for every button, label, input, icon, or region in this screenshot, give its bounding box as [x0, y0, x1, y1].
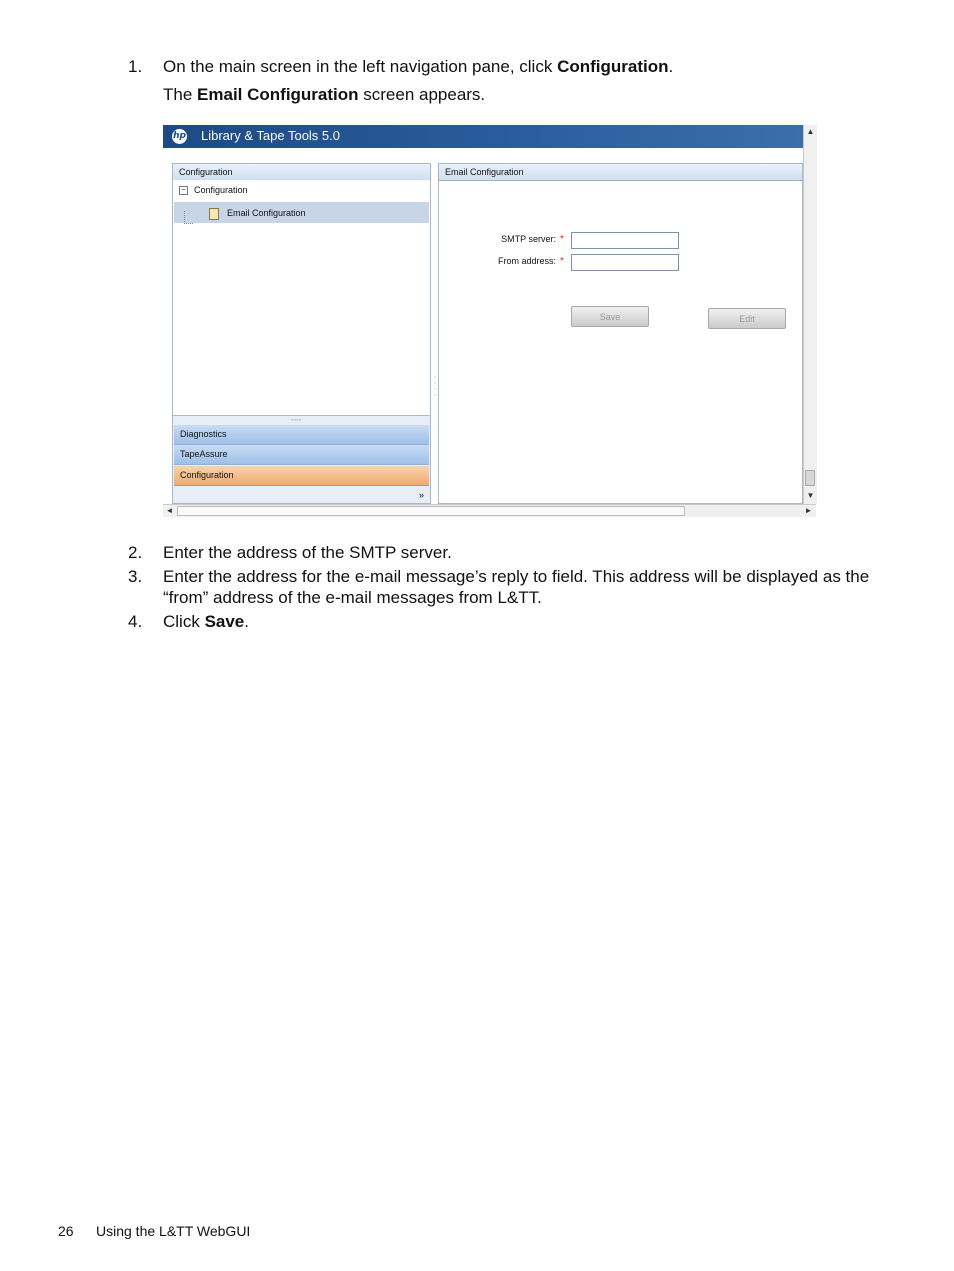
step-4-number: 4. [128, 612, 143, 631]
step-4-post: . [244, 612, 249, 631]
step-1-result-pre: The [163, 85, 198, 104]
right-panel-header: Email Configuration [439, 164, 802, 181]
smtp-required-icon: * [560, 234, 564, 245]
step-1-result-bold: Email Configuration [197, 85, 359, 104]
step-1-text [163, 56, 673, 77]
tree-item-email-configuration[interactable]: Email Configuration [227, 208, 306, 218]
tree-item-configuration[interactable] [179, 183, 248, 197]
footer-section-title: Using the L&TT WebGUI [96, 1223, 251, 1239]
email-configuration-pane [438, 163, 803, 504]
smtp-server-label: SMTP server: [501, 234, 556, 244]
smtp-server-input[interactable] [571, 232, 679, 249]
splitter-grip-icon[interactable]: ◦◦◦◦ [291, 417, 301, 424]
app-title: Library & Tape Tools 5.0 [201, 128, 340, 143]
navigation-tree [173, 180, 430, 416]
nav-button-diagnostics[interactable]: Diagnostics [174, 425, 429, 445]
from-address-label: From address: [497, 256, 556, 266]
step-2-text: Enter the address of the SMTP server. [163, 543, 452, 562]
nav-button-tapeassure[interactable]: TapeAssure [174, 445, 429, 465]
page-number: 26 [58, 1223, 74, 1239]
step-1-result-post: screen appears. [358, 85, 486, 104]
app-screenshot [163, 125, 816, 517]
left-navigation-pane [172, 163, 431, 504]
document-icon [209, 208, 219, 220]
vertical-scrollbar[interactable] [803, 125, 817, 504]
app-titlebar [163, 125, 803, 148]
step-4-pre: Click [163, 612, 205, 631]
scroll-right-icon[interactable]: ► [804, 506, 813, 515]
edit-button[interactable]: Edit [708, 308, 786, 329]
step-1-bold: Configuration [557, 57, 669, 76]
left-panel-header: Configuration [173, 164, 430, 181]
horizontal-scrollbar[interactable] [163, 504, 816, 517]
scroll-left-icon[interactable]: ◄ [165, 506, 174, 515]
hp-logo-icon: hp [172, 129, 187, 144]
step-3-line-2: “from” address of the e-mail messages from L&TT. [163, 588, 542, 607]
tree-item-configuration-label: Configuration [194, 185, 248, 195]
vertical-scroll-thumb[interactable] [805, 470, 815, 486]
vertical-grip-icon[interactable]: ◦ ◦ ◦ ◦ [434, 375, 437, 399]
step-3-number: 3. [128, 567, 143, 586]
scroll-up-icon[interactable]: ▲ [806, 127, 815, 136]
more-chevron-icon[interactable]: » [418, 490, 424, 500]
nav-button-configuration[interactable]: Configuration [174, 466, 429, 486]
save-button[interactable]: Save [571, 306, 649, 327]
scroll-down-icon[interactable]: ▼ [806, 491, 815, 500]
step-4-text [163, 611, 249, 632]
step-1-number: 1. [128, 57, 143, 76]
step-4-bold: Save [204, 612, 245, 631]
horizontal-scroll-thumb[interactable] [177, 506, 685, 516]
step-1-pre: On the main screen in the left navigation pane, click [163, 57, 558, 76]
step-1-post: . [668, 57, 674, 76]
step-1-result [163, 84, 485, 105]
step-2-number: 2. [128, 543, 143, 562]
from-address-input[interactable] [571, 254, 679, 271]
from-required-icon: * [560, 256, 564, 267]
collapse-icon[interactable]: − [179, 186, 188, 195]
step-3-line-1: Enter the address for the e-mail message’s reply to field. This address will be displayed as the [163, 567, 870, 586]
tree-connector [184, 211, 193, 224]
